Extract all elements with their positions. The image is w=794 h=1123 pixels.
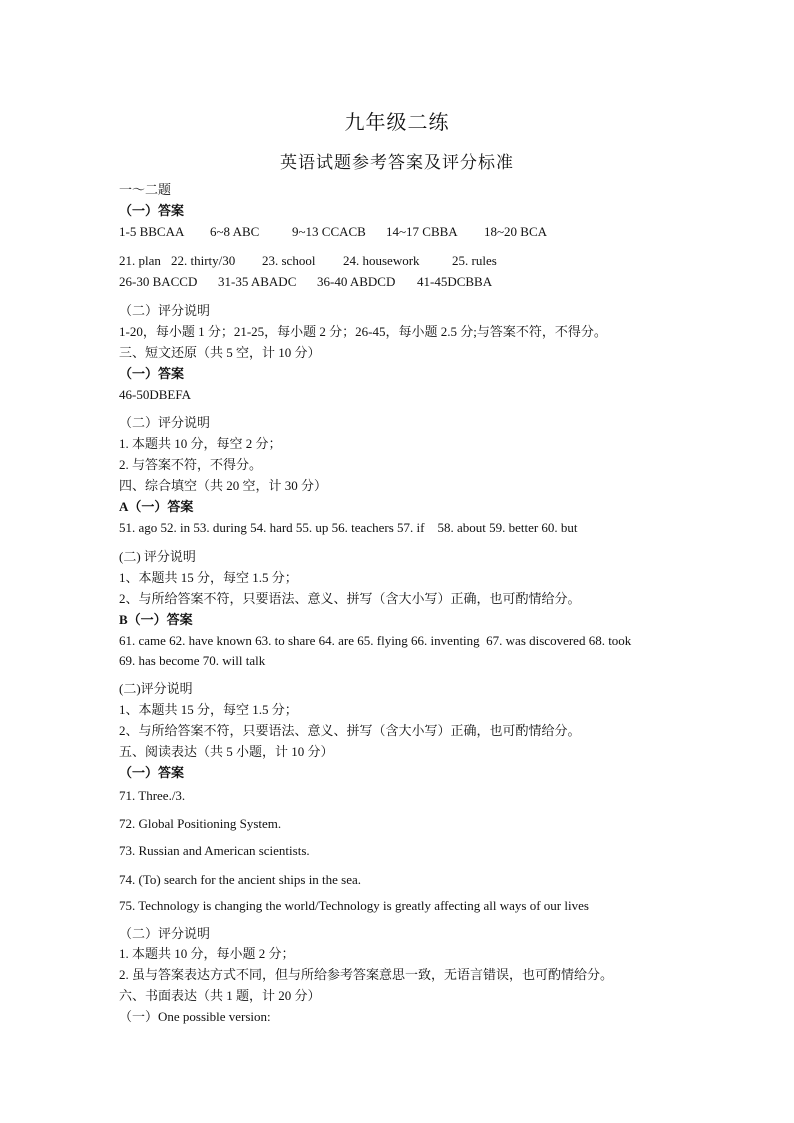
answer-row <box>119 224 547 240</box>
section-heading: 五、阅读表达（共 5 小题，计 10 分） <box>119 744 334 759</box>
answer-text: 73. Russian and American scientists. <box>119 843 310 858</box>
answer-group: 23. school <box>262 253 316 268</box>
answer-text: 46-50DBEFA <box>119 387 191 402</box>
note-text: 2、与所给答案不符，只要语法、意义、拼写（含大小写）正确，也可酌情给分。 <box>119 591 581 606</box>
note-text: 2. 虽与答案表达方式不同，但与所给参考答案意思一致，无语言错误，也可酌情给分。 <box>119 967 614 982</box>
answer-group: 14~17 CBBA <box>386 224 458 239</box>
section-heading: 三、短文还原（共 5 空，计 10 分） <box>119 345 321 360</box>
answer-row <box>119 253 497 269</box>
section-heading: 四、综合填空（共 20 空，计 30 分） <box>119 478 328 493</box>
page-title: 九年级二练 <box>344 112 450 134</box>
answer-label: （一）答案 <box>119 203 185 218</box>
answer-text: 72. Global Positioning System. <box>119 816 282 831</box>
answer-group: 41-45DCBBA <box>417 274 493 289</box>
answer-group: 24. housework <box>343 253 420 268</box>
answer-group: 1-5 BBCAA <box>119 224 185 239</box>
answer-group: 9~13 CCACB <box>292 224 366 239</box>
section-heading: 一～二题 <box>119 182 172 197</box>
note-label: （二）评分说明 <box>119 303 211 318</box>
note-label: (二)评分说明 <box>119 681 193 696</box>
answer-text: 71. Three./3. <box>119 788 186 803</box>
note-label: (二) 评分说明 <box>119 549 196 564</box>
version-label: （一）One possible version: <box>119 1009 271 1024</box>
answer-text: 74. (To) search for the ancient ships in the sea. <box>119 872 362 887</box>
answer-group: 6~8 ABC <box>210 224 260 239</box>
answer-group: 31-35 ABADC <box>218 274 297 289</box>
note-text: 1. 本题共 10 分，每空 2 分； <box>119 436 282 451</box>
note-text: 1. 本题共 10 分，每小题 2 分； <box>119 946 295 961</box>
answer-text: 61. came 62. have known 63. to share 64. are 65. flying 66. inventing 67. was discovered 68. took <box>119 633 632 648</box>
answer-label: （一）答案 <box>119 765 185 780</box>
answer-group: 22. thirty/30 <box>171 253 236 268</box>
answer-group: 18~20 BCA <box>484 224 548 239</box>
answer-text: 75. Technology is changing the world/Technology is greatly affecting all ways of our lives <box>119 898 589 913</box>
answer-label: A（一）答案 <box>119 499 194 514</box>
answer-row <box>119 274 492 290</box>
note-text: 2. 与答案不符，不得分。 <box>119 457 263 472</box>
note-label: （二）评分说明 <box>119 415 211 430</box>
answer-text: 51. ago 52. in 53. during 54. hard 55. up 56. teachers 57. if 58. about 59. better 60. but <box>119 520 578 535</box>
answer-label: （一）答案 <box>119 366 185 381</box>
answer-group: 21. plan <box>119 253 161 268</box>
note-text: 1-20，每小题 1 分；21-25，每小题 2 分；26-45，每小题 2.5 分;与答案不符，不得分。 <box>119 324 607 339</box>
answer-text: 69. has become 70. will talk <box>119 653 266 668</box>
page-subtitle: 英语试题参考答案及评分标准 <box>280 153 514 172</box>
answer-group: 36-40 ABDCD <box>317 274 396 289</box>
answer-label: B（一）答案 <box>119 612 193 627</box>
answer-group: 25. rules <box>452 253 497 268</box>
note-text: 2、与所给答案不符，只要语法、意义、拼写（含大小写）正确，也可酌情给分。 <box>119 723 581 738</box>
answer-group: 26-30 BACCD <box>119 274 198 289</box>
note-text: 1、本题共 15 分，每空 1.5 分； <box>119 570 298 585</box>
note-label: （二）评分说明 <box>119 926 211 941</box>
note-text: 1、本题共 15 分，每空 1.5 分； <box>119 702 298 717</box>
section-heading: 六、书面表达（共 1 题，计 20 分） <box>119 988 321 1003</box>
